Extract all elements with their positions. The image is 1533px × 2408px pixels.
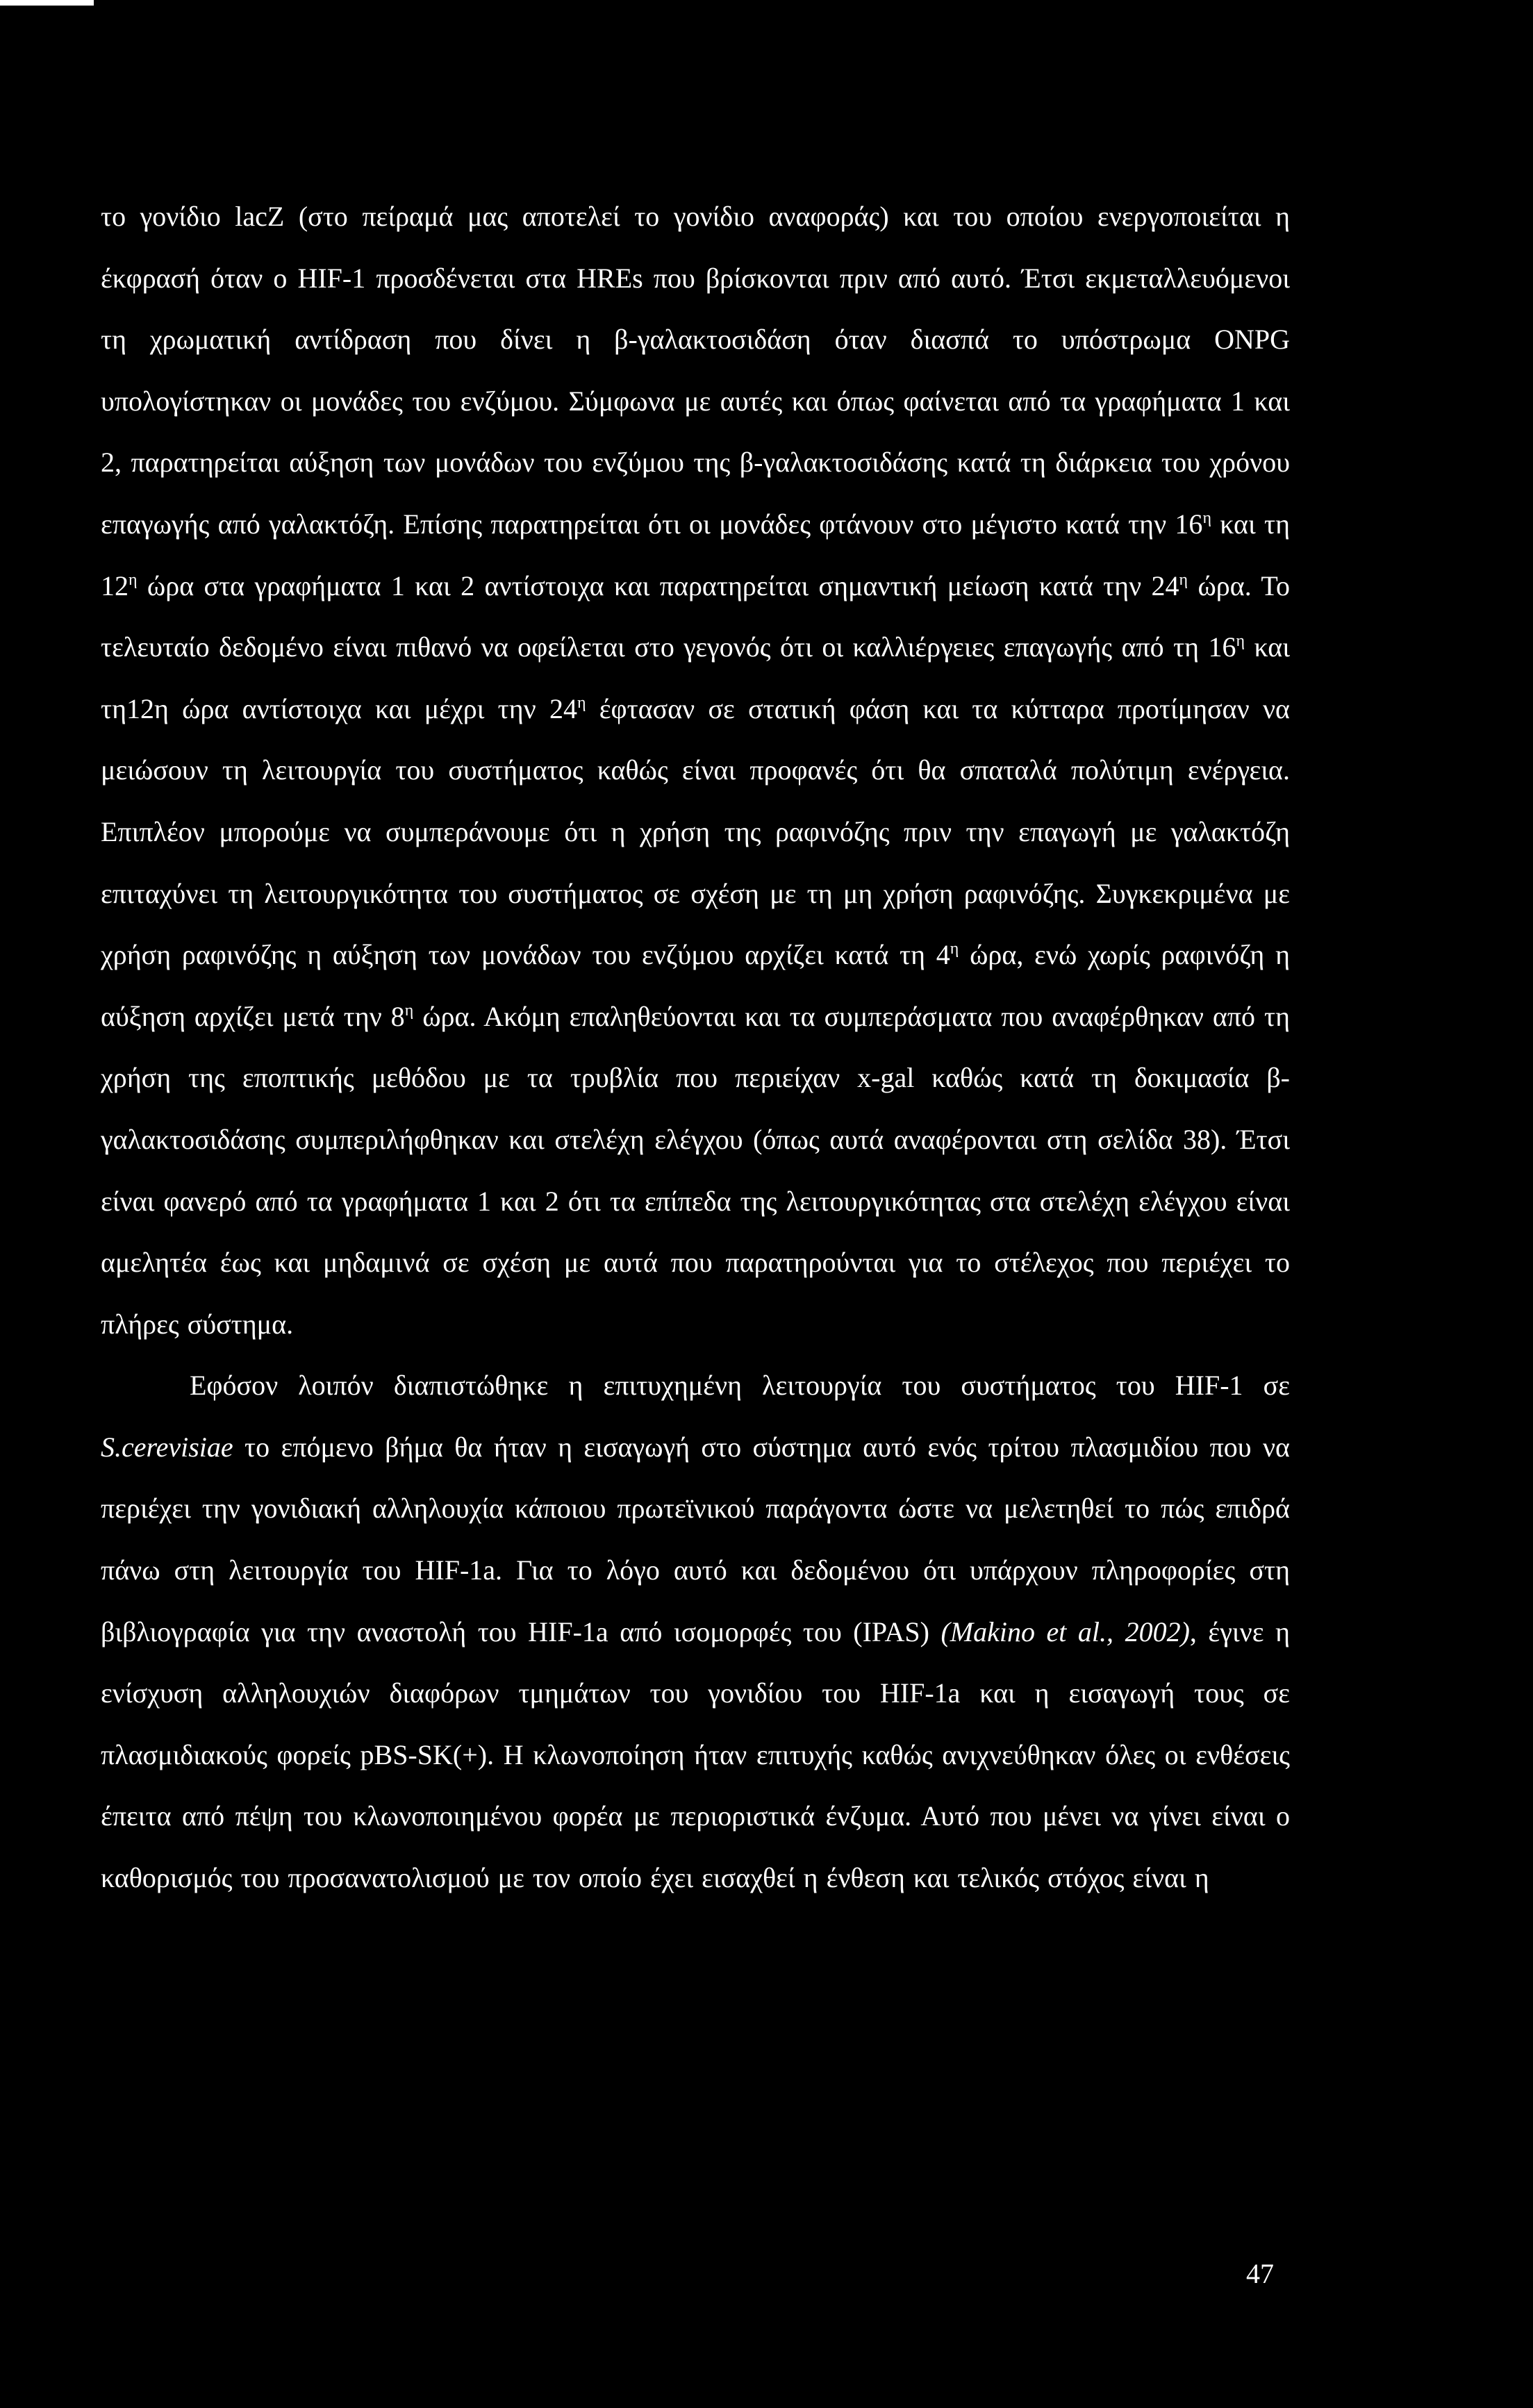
ordinal-superscript: η bbox=[1179, 570, 1188, 589]
text-run: Εφόσον λοιπόν διαπιστώθηκε η επιτυχημένη λειτουργία του συστήματος του HIF-1 σε bbox=[190, 1370, 1290, 1402]
ordinal-superscript: η bbox=[577, 693, 586, 712]
ordinal-superscript: η bbox=[1236, 632, 1245, 651]
text-run: το γονίδιο lacZ (στο πείραμά μας αποτελεί το γονίδιο αναφοράς) και του οποίου ενεργοποιείται η έκφρασή όταν ο HIF-1 προσδένεται στα HREs που βρίσκονται πριν από αυτό. Έτσι εκμεταλλευόμενοι τη χρωματική αντίδραση που δίνει η β-γαλακτοσιδάση όταν διασπά το υπόστρωμα ONPG υπολογίστηκαν οι μονάδες του ενζύμου. Σύμφωνα με αυτές και όπως φαίνεται από τα γραφήματα 1 και 2, παρατηρείται αύξηση των μονάδων του ενζύμου της β-γαλακτοσιδάσης κατά τη διάρκεια του χρόνου επαγωγής από γαλακτόζη. Επίσης παρατηρείται ότι οι μονάδες φτάνουν στο μέγιστο κατά την 16 bbox=[101, 201, 1290, 540]
ordinal-superscript: η bbox=[404, 1001, 414, 1020]
italic-text: S.cerevisiae bbox=[101, 1431, 233, 1463]
text-run: , έγινε η ενίσχυση αλληλουχιών διαφόρων τμημάτων του γονιδίου του HIF-1a και η εισαγωγή τους σε πλασμιδιακούς φορείς pBS-SK(+). Η κλωνοποίηση ήταν επιτυχής καθώς ανιχνεύθηκαν όλες οι ενθέσεις έπειτα από πέψη του κλωνοποιημένου φορέα με περιοριστικά ένζυμα. Αυτό που μένει να γίνει είναι ο καθορισμός του προσανατολισμού με τον οποίο έχει εισαχθεί η ένθεση και τελικός στόχος είναι η bbox=[101, 1616, 1290, 1894]
text-run: έφτασαν σε στατική φάση και τα κύτταρα προτίμησαν να μειώσουν τη λειτουργία του συστήματος καθώς είναι προφανές ότι θα σπαταλά πολύτιμη ενέργεια. Επιπλέον μπορούμε να συμπεράνουμε ότι η χρήση της ραφινόζης πριν την επαγωγή με γαλακτόζη επιταχύνει τη λειτουργικότητα του συστήματος σε σχέση με τη μη χρήση ραφινόζης. Συγκεκριμένα με χρήση ραφινόζης η αύξηση των μονάδων του ενζύμου αρχίζει κατά τη 4 bbox=[101, 692, 1290, 971]
text-run: ώρα, ενώ χωρίς ραφινόζη η αύξηση αρχίζει μετά την 8 bbox=[101, 939, 1290, 1032]
scan-edge-mark bbox=[0, 0, 94, 6]
text-run: ώρα στα γραφήματα 1 και 2 αντίστοιχα και παρατηρείται σημαντική μείωση κατά την 24 bbox=[137, 570, 1179, 601]
paragraph-2 bbox=[101, 1355, 1290, 1909]
text-run: και τη 12 bbox=[101, 508, 1291, 601]
document-body bbox=[101, 186, 1290, 1909]
ordinal-superscript: η bbox=[129, 570, 138, 589]
paragraph-1 bbox=[101, 186, 1290, 1355]
text-run: και τη12η ώρα αντίστοιχα και μέχρι την 24 bbox=[101, 631, 1290, 724]
text-run: ώρα. Το τελευταίο δεδομένο είναι πιθανό να οφείλεται στο γεγονός ότι οι καλλιέργειες επαγωγής από τη 16 bbox=[101, 570, 1291, 663]
ordinal-superscript: η bbox=[1202, 508, 1211, 527]
text-run: ώρα. Ακόμη επαληθεύονται και τα συμπεράσματα που αναφέρθηκαν από τη χρήση της εποπτικής μεθόδου με τα τρυβλία που περιείχαν x-gal καθώς κατά τη δοκιμασία β-γαλακτοσιδάσης συμπεριλήφθηκαν και στελέχη ελέγχου (όπως αυτά αναφέρονται στη σελίδα 38). Έτσι είναι φανερό από τα γραφήματα 1 και 2 ότι τα επίπεδα της λειτουργικότητας στα στελέχη ελέγχου είναι αμελητέα έως και μηδαμινά σε σχέση με αυτά που παρατηρούνται για το στέλεχος που περιέχει το πλήρες σύστημα. bbox=[101, 1000, 1290, 1340]
ordinal-superscript: η bbox=[950, 940, 959, 958]
page-number: 47 bbox=[1246, 2258, 1274, 2289]
italic-text: (Makino et al., 2002) bbox=[940, 1616, 1190, 1647]
text-run: το επόμενο βήμα θα ήταν η εισαγωγή στο σύστημα αυτό ενός τρίτου πλασμιδίου που να περιέχει την γονιδιακή αλληλουχία κάποιου πρωτεϊνικού παράγοντα ώστε να μελετηθεί το πώς επιδρά πάνω στη λειτουργία του HIF-1a. Για το λόγο αυτό και δεδομένου ότι υπάρχουν πληροφορίες στη βιβλιογραφία για την αναστολή του HIF-1a από ισομορφές του (IPAS) bbox=[101, 1431, 1290, 1647]
